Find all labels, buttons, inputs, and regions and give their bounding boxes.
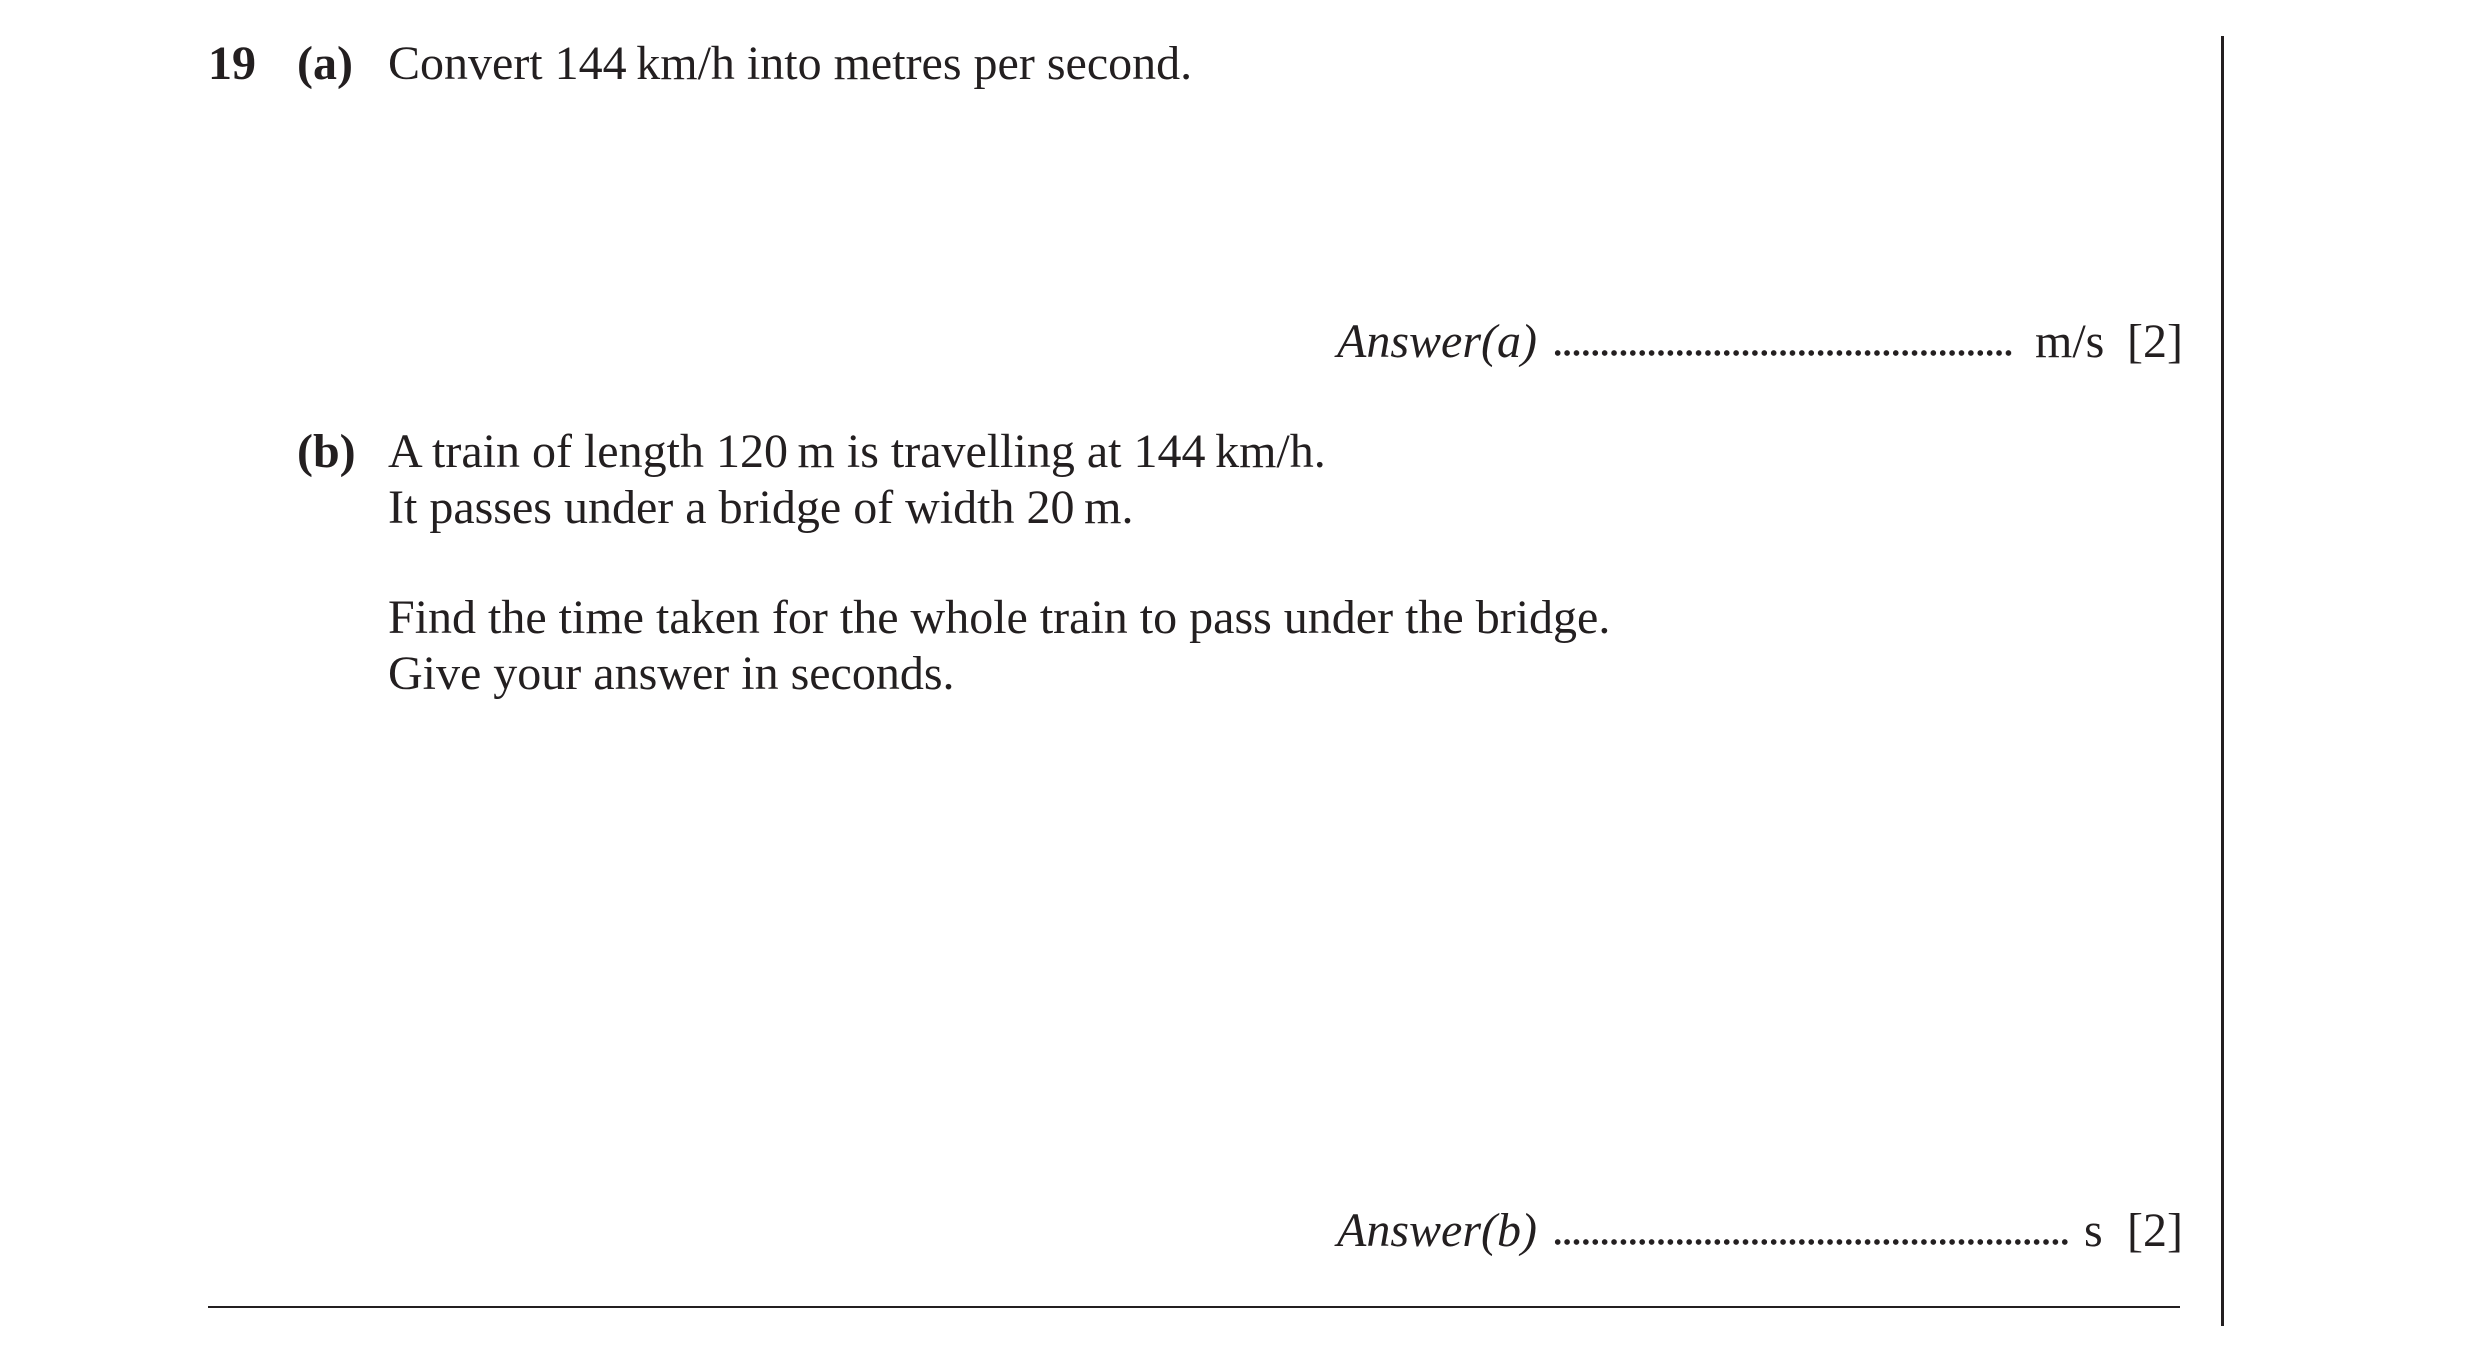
part-b-line-4: Give your answer in seconds.: [388, 647, 955, 700]
answer-a-label: Answer(a): [1337, 315, 1537, 368]
answer-a-unit: m/s: [2035, 315, 2105, 368]
answer-a-marks: [2]: [2127, 315, 2183, 368]
margin-rule: [2221, 36, 2224, 1326]
part-b-line-3: Find the time taken for the whole train to pass under the bridge.: [388, 591, 1611, 644]
question-separator-rule: [208, 1306, 2180, 1308]
answer-b-label: Answer(b): [1337, 1204, 1537, 1257]
answer-b-blank[interactable]: [1553, 1239, 2069, 1245]
question-number: 19: [208, 37, 256, 90]
part-a-label: (a): [297, 37, 353, 90]
answer-b-marks: [2]: [2127, 1204, 2183, 1257]
answer-a-blank[interactable]: [1553, 350, 2013, 356]
part-a-text: Convert 144 km/h into metres per second.: [388, 37, 1193, 90]
part-b-line-2: It passes under a bridge of width 20 m.: [388, 481, 1134, 534]
part-b-label: (b): [297, 425, 356, 478]
part-b-line-1: A train of length 120 m is travelling at 144 km/h.: [388, 425, 1326, 478]
answer-b-unit: s: [2084, 1204, 2103, 1257]
